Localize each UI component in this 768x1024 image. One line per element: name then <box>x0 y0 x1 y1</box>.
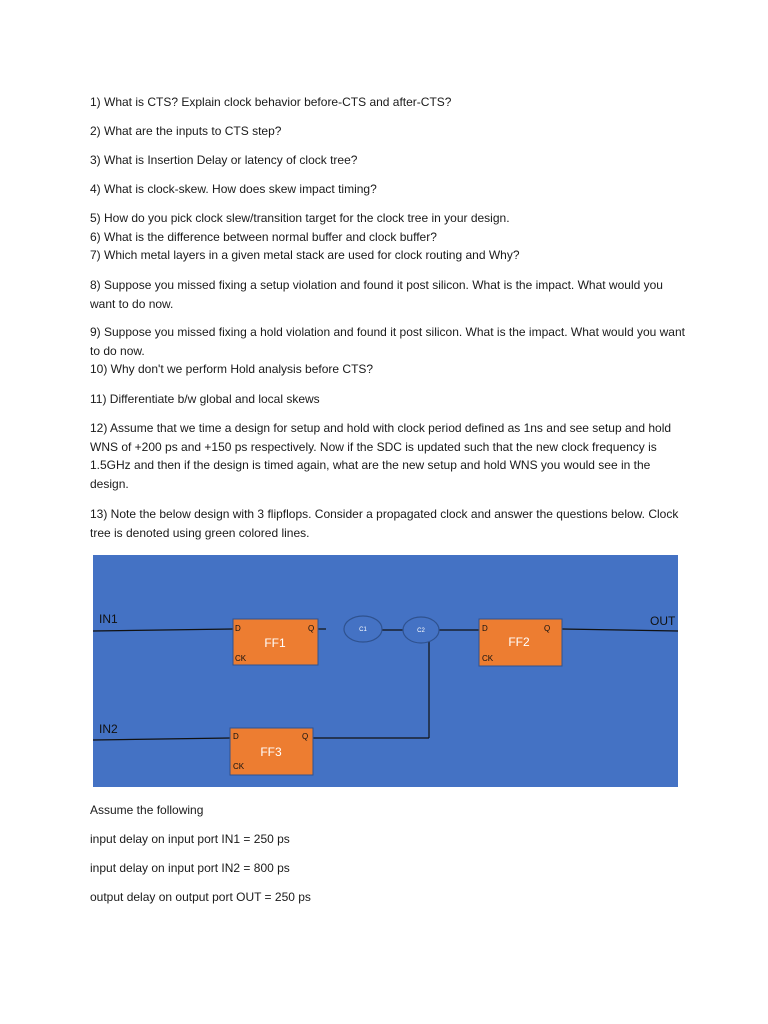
gate-c2 <box>403 617 439 643</box>
gate-c1-label: C1 <box>359 627 367 633</box>
assumption-in1-delay: input delay on input port IN1 = 250 ps <box>90 832 290 846</box>
ff2-pin-d: D <box>482 624 488 633</box>
flipflop-ff1 <box>233 619 318 665</box>
assumptions-heading: Assume the following <box>90 803 204 817</box>
port-in2: IN2 <box>99 722 118 736</box>
ff1-pin-q: Q <box>308 624 315 633</box>
ff3-pin-q: Q <box>302 732 309 741</box>
flipflop-ff2 <box>479 619 562 666</box>
question-3: 3) What is Insertion Delay or latency of clock tree? <box>90 153 358 167</box>
question-5-7: 5) How do you pick clock slew/transition target for the clock tree in your design. 6) What is the difference between normal buffer and clock buffer? 7) Which metal layers in a given metal stack are used for clock routing and Why? <box>90 211 520 262</box>
diagram-background <box>93 555 678 787</box>
gate-c1 <box>344 616 382 642</box>
ff2-pin-q: Q <box>544 624 551 633</box>
port-in1: IN1 <box>99 612 118 626</box>
ff2-pin-ck: CK <box>482 654 494 663</box>
ff2-label: FF2 <box>508 635 530 649</box>
gate-c2-label: C2 <box>417 628 425 634</box>
question-13: 13) Note the below design with 3 flipflops. Consider a propagated clock and answer the questions below. Clock tree is denoted using green colored lines. <box>90 507 679 540</box>
ff1-pin-d: D <box>235 624 241 633</box>
question-11: 11) Differentiate b/w global and local skews <box>90 392 320 406</box>
ff3-pin-ck: CK <box>233 762 245 771</box>
circuit-diagram <box>93 555 678 787</box>
question-1: 1) What is CTS? Explain clock behavior before-CTS and after-CTS? <box>90 95 452 109</box>
ff1-label: FF1 <box>264 636 286 650</box>
question-12: 12) Assume that we time a design for setup and hold with clock period defined as 1ns and see setup and hold WNS of +200 ps and +150 ps respectively. Now if the SDC is updated such that the new clock frequency is 1.5GHz and then if the design is timed again, what are the new setup and hold WNS you would see in the design. <box>90 421 672 491</box>
question-9-10: 9) Suppose you missed fixing a hold violation and found it post silicon. What is the impact. What would you want to do now. 10) Why don't we perform Hold analysis before CTS? <box>90 325 685 376</box>
ff3-pin-d: D <box>233 732 239 741</box>
flipflop-ff3 <box>230 728 313 775</box>
port-out: OUT <box>650 614 676 628</box>
question-2: 2) What are the inputs to CTS step? <box>90 124 282 138</box>
question-8: 8) Suppose you missed fixing a setup violation and found it post silicon. What is the impact. What would you want to do now. <box>90 278 663 311</box>
question-4: 4) What is clock-skew. How does skew impact timing? <box>90 182 377 196</box>
ff1-pin-ck: CK <box>235 654 247 663</box>
assumption-out-delay: output delay on output port OUT = 250 ps <box>90 890 311 904</box>
assumption-in2-delay: input delay on input port IN2 = 800 ps <box>90 861 290 875</box>
ff3-label: FF3 <box>260 745 282 759</box>
